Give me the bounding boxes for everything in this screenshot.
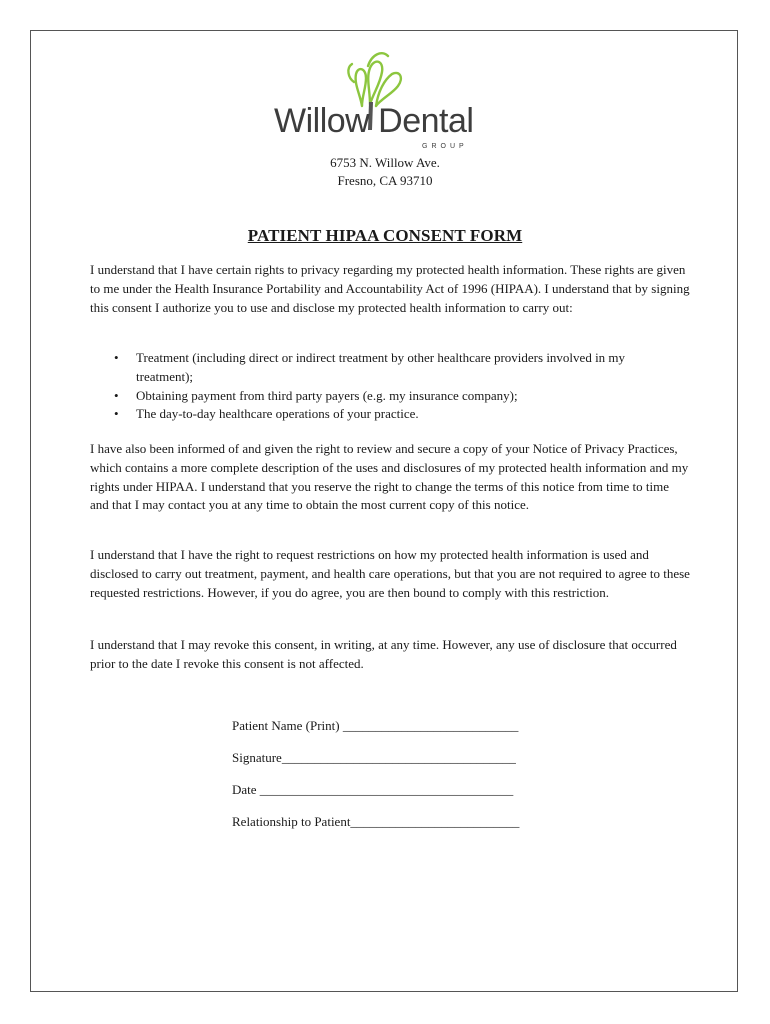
willow-dental-logo <box>270 44 500 152</box>
address-city: Fresno, CA 93710 <box>337 173 433 188</box>
consent-purpose-list <box>90 349 690 424</box>
list-item <box>90 387 690 406</box>
revocation-paragraph: I understand that I may revoke this consent, in writing, at any time. However, any use of disclosure that occurred prior to the date I revoke this consent is not affected. <box>90 637 677 671</box>
date-field[interactable]: Date _______________________________________ <box>232 782 514 797</box>
list-item-text: Obtaining payment from third party payers (e.g. my insurance company); <box>136 387 518 403</box>
address-street: 6753 N. Willow Ave. <box>330 155 440 170</box>
bullet-icon: • <box>114 387 119 403</box>
list-item-text: The day-to-day healthcare operations of your practice. <box>136 406 419 422</box>
privacy-notice-paragraph: I have also been informed of and given the right to review and secure a copy of your Notice of Privacy Practices, which contains a more complete description of the uses and disclosures of my protected health information and my rights under HIPAA. I understand that you reserve the right to change the terms of this notice from time to time and that I may contact you at any time to obtain the most current copy of this notice. <box>90 441 689 513</box>
bullet-icon: • <box>114 350 119 365</box>
list-item-text: Treatment (including direct or indirect treatment by other healthcare providers involved in my treatment); <box>136 350 626 384</box>
bullet-icon: • <box>114 406 119 422</box>
logo-group-label: GROUP <box>422 143 468 150</box>
relationship-field[interactable]: Relationship to Patient__________________________ <box>232 814 520 829</box>
form-title: PATIENT HIPAA CONSENT FORM <box>247 226 523 245</box>
patient-name-field[interactable]: Patient Name (Print) ___________________________ <box>232 718 519 733</box>
signature-field[interactable]: Signature____________________________________ <box>232 750 516 765</box>
restrictions-paragraph: I understand that I have the right to request restrictions on how my protected health information is used and disclosed to carry out treatment, payment, and health care operations, but that you are not required to agree to these requested restrictions. However, if you do agree, you are then bound to comply with this restriction. <box>90 547 690 600</box>
list-item <box>90 405 690 424</box>
logo-wordmark: Willow Dental <box>274 102 474 140</box>
list-item <box>90 349 690 387</box>
intro-paragraph: I understand that I have certain rights to privacy regarding my protected health information. These rights are given to me under the Health Insurance Portability and Accountability Act of 1996 (HIPAA). I understand that by signing this consent I authorize you to use and disclose my protected health information to carry out: <box>90 262 690 315</box>
